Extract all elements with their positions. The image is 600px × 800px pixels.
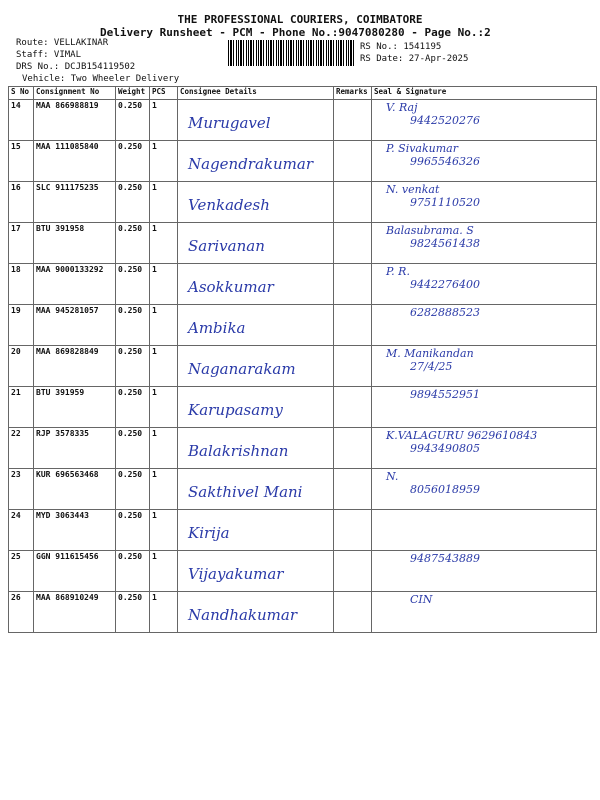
cell-consignment-no: MAA 9000133292 — [34, 264, 116, 305]
consignee-handwriting: Nagendrakumar — [188, 155, 314, 173]
signature-handwriting: K.VALAGURU 9629610843 — [386, 429, 538, 442]
cell-signature — [372, 264, 597, 305]
cell-consignment-no: BTU 391959 — [34, 387, 116, 428]
cell-consignment-no: MAA 866988819 — [34, 100, 116, 141]
cell-sno: 17 — [9, 223, 34, 264]
signature-handwriting: V. Raj — [386, 101, 418, 114]
barcode — [228, 40, 354, 66]
cell-pcs: 1 — [150, 428, 178, 469]
page-subtitle: Delivery Runsheet - PCM - Phone No.:9047080280 - Page No.:2 — [100, 26, 491, 39]
cell-consignee — [178, 223, 334, 264]
cell-signature — [372, 346, 597, 387]
table-row — [9, 182, 597, 223]
col-header-pcs: PCS — [150, 87, 178, 100]
signature-phone-handwriting: 8056018959 — [410, 483, 480, 496]
cell-remarks — [334, 264, 372, 305]
cell-signature — [372, 510, 597, 551]
col-header-consignment: Consignment No — [34, 87, 116, 100]
cell-consignment-no: SLC 911175235 — [34, 182, 116, 223]
cell-remarks — [334, 346, 372, 387]
cell-sno: 22 — [9, 428, 34, 469]
consignee-handwriting: Nandhakumar — [188, 606, 298, 624]
cell-consignment-no: BTU 391958 — [34, 223, 116, 264]
cell-weight: 0.250 — [116, 223, 150, 264]
table-row — [9, 469, 597, 510]
cell-sno: 24 — [9, 510, 34, 551]
cell-pcs: 1 — [150, 510, 178, 551]
signature-handwriting: N. — [386, 470, 399, 483]
cell-sno: 14 — [9, 100, 34, 141]
signature-phone-handwriting: 9943490805 — [410, 442, 480, 455]
cell-consignment-no: KUR 696563468 — [34, 469, 116, 510]
cell-sno: 25 — [9, 551, 34, 592]
cell-remarks — [334, 551, 372, 592]
cell-pcs: 1 — [150, 387, 178, 428]
cell-pcs: 1 — [150, 264, 178, 305]
signature-handwriting: M. Manikandan — [386, 347, 474, 360]
consignee-handwriting: Ambika — [188, 319, 246, 337]
staff-label: Staff: VIMAL — [16, 50, 82, 60]
route-label: Route: VELLAKINAR — [16, 38, 109, 48]
cell-pcs: 1 — [150, 182, 178, 223]
cell-sno: 26 — [9, 592, 34, 633]
cell-remarks — [334, 141, 372, 182]
consignee-handwriting: Balakrishnan — [188, 442, 289, 460]
signature-handwriting: N. venkat — [386, 183, 440, 196]
cell-consignment-no: MAA 869828849 — [34, 346, 116, 387]
cell-sno: 15 — [9, 141, 34, 182]
cell-weight: 0.250 — [116, 100, 150, 141]
cell-signature — [372, 141, 597, 182]
cell-weight: 0.250 — [116, 469, 150, 510]
cell-pcs: 1 — [150, 141, 178, 182]
cell-consignment-no: MYD 3063443 — [34, 510, 116, 551]
consignee-handwriting: Karupasamy — [188, 401, 283, 419]
cell-consignment-no: MAA 868910249 — [34, 592, 116, 633]
consignee-handwriting: Murugavel — [188, 114, 271, 132]
cell-weight: 0.250 — [116, 264, 150, 305]
cell-pcs: 1 — [150, 469, 178, 510]
table-row — [9, 346, 597, 387]
col-header-remarks: Remarks — [334, 87, 372, 100]
table-row — [9, 510, 597, 551]
cell-weight: 0.250 — [116, 551, 150, 592]
cell-pcs: 1 — [150, 100, 178, 141]
cell-consignee — [178, 141, 334, 182]
table-row — [9, 141, 597, 182]
cell-signature — [372, 182, 597, 223]
cell-weight: 0.250 — [116, 510, 150, 551]
cell-weight: 0.250 — [116, 387, 150, 428]
cell-consignment-no: MAA 111085840 — [34, 141, 116, 182]
cell-signature — [372, 469, 597, 510]
cell-consignee — [178, 346, 334, 387]
cell-remarks — [334, 387, 372, 428]
table-row — [9, 387, 597, 428]
cell-remarks — [334, 223, 372, 264]
cell-consignee — [178, 551, 334, 592]
consignee-handwriting: Sarivanan — [188, 237, 265, 255]
consignee-handwriting: Vijayakumar — [188, 565, 284, 583]
cell-consignment-no: RJP 3578335 — [34, 428, 116, 469]
cell-consignee — [178, 592, 334, 633]
cell-weight: 0.250 — [116, 305, 150, 346]
cell-pcs: 1 — [150, 551, 178, 592]
cell-consignee — [178, 182, 334, 223]
signature-phone-handwriting: 9442276400 — [410, 278, 480, 291]
cell-remarks — [334, 469, 372, 510]
table-row — [9, 305, 597, 346]
cell-consignment-no: GGN 911615456 — [34, 551, 116, 592]
rs-number: RS No.: 1541195 — [360, 42, 442, 52]
cell-pcs: 1 — [150, 305, 178, 346]
cell-sno: 23 — [9, 469, 34, 510]
signature-handwriting: P. Sivakumar — [386, 142, 458, 155]
table-row — [9, 428, 597, 469]
cell-consignee — [178, 305, 334, 346]
signature-phone-handwriting: 9965546326 — [410, 155, 480, 168]
cell-consignee — [178, 387, 334, 428]
cell-weight: 0.250 — [116, 346, 150, 387]
col-header-sno: S No — [9, 87, 34, 100]
cell-pcs: 1 — [150, 346, 178, 387]
table-header-row — [9, 87, 597, 100]
cell-weight: 0.250 — [116, 141, 150, 182]
cell-remarks — [334, 510, 372, 551]
cell-weight: 0.250 — [116, 182, 150, 223]
cell-signature — [372, 387, 597, 428]
cell-signature — [372, 428, 597, 469]
signature-phone-handwriting: CIN — [410, 593, 433, 606]
cell-pcs: 1 — [150, 223, 178, 264]
cell-sno: 19 — [9, 305, 34, 346]
cell-sno: 16 — [9, 182, 34, 223]
cell-sno: 18 — [9, 264, 34, 305]
cell-consignee — [178, 510, 334, 551]
cell-consignee — [178, 469, 334, 510]
signature-phone-handwriting: 9442520276 — [410, 114, 480, 127]
signature-handwriting: P. R. — [386, 265, 410, 278]
consignee-handwriting: Sakthivel Mani — [188, 483, 303, 501]
signature-handwriting: Balasubrama. S — [386, 224, 474, 237]
vehicle-label: Vehicle: Two Wheeler Delivery — [22, 74, 180, 84]
cell-consignment-no: MAA 945281057 — [34, 305, 116, 346]
signature-phone-handwriting: 6282888523 — [410, 306, 480, 319]
cell-signature — [372, 551, 597, 592]
table-row — [9, 100, 597, 141]
cell-remarks — [334, 100, 372, 141]
col-header-consignee: Consignee Details — [178, 87, 334, 100]
cell-sno: 20 — [9, 346, 34, 387]
cell-sno: 21 — [9, 387, 34, 428]
cell-signature — [372, 100, 597, 141]
signature-phone-handwriting: 9487543889 — [410, 552, 480, 565]
runsheet-table — [8, 86, 597, 633]
drs-number: DRS No.: DCJB154119502 — [16, 62, 136, 72]
consignee-handwriting: Venkadesh — [188, 196, 270, 214]
cell-signature — [372, 223, 597, 264]
cell-consignee — [178, 264, 334, 305]
cell-weight: 0.250 — [116, 592, 150, 633]
cell-consignee — [178, 428, 334, 469]
rs-date: RS Date: 27-Apr-2025 — [360, 54, 469, 64]
page-title: THE PROFESSIONAL COURIERS, COIMBATORE — [177, 13, 423, 26]
cell-remarks — [334, 592, 372, 633]
signature-phone-handwriting: 9894552951 — [410, 388, 480, 401]
consignee-handwriting: Asokkumar — [188, 278, 274, 296]
table-row — [9, 223, 597, 264]
cell-signature — [372, 305, 597, 346]
cell-signature — [372, 592, 597, 633]
consignee-handwriting: Naganarakam — [188, 360, 296, 378]
cell-remarks — [334, 305, 372, 346]
table-row — [9, 551, 597, 592]
consignee-handwriting: Kirija — [188, 524, 230, 542]
signature-phone-handwriting: 9751110520 — [410, 196, 480, 209]
cell-consignee — [178, 100, 334, 141]
signature-phone-handwriting: 9824561438 — [410, 237, 480, 250]
cell-remarks — [334, 182, 372, 223]
cell-remarks — [334, 428, 372, 469]
table-row — [9, 592, 597, 633]
cell-pcs: 1 — [150, 592, 178, 633]
cell-weight: 0.250 — [116, 428, 150, 469]
table-row — [9, 264, 597, 305]
signature-phone-handwriting: 27/4/25 — [410, 360, 453, 373]
col-header-signature: Seal & Signature — [372, 87, 597, 100]
col-header-weight: Weight — [116, 87, 150, 100]
